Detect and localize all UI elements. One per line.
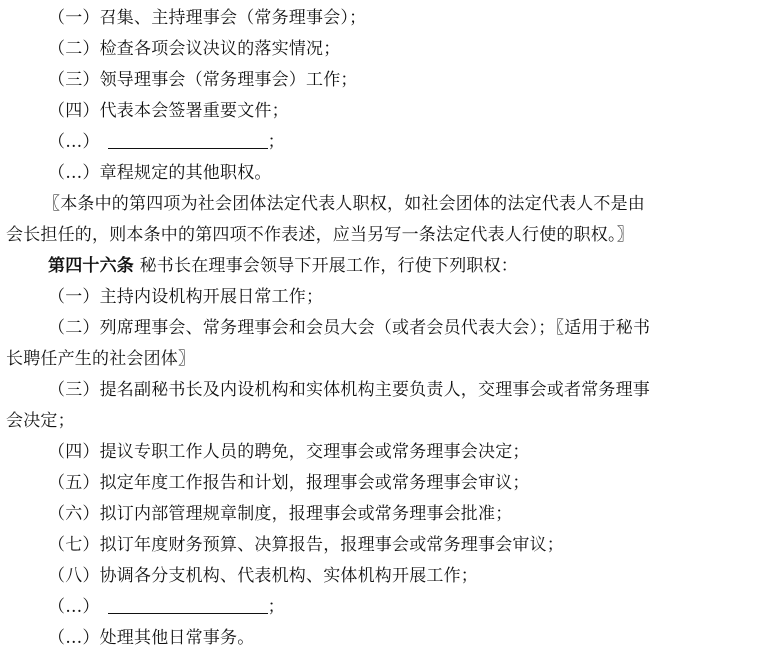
list-item <box>6 530 751 561</box>
list-item-blank <box>6 127 751 158</box>
list-item <box>6 313 751 344</box>
list-item-text: 长聘任产生的社会团体〗 <box>6 349 196 369</box>
list-item-text: （八）协调各分支机构、代表机构、实体机构开展工作； <box>48 566 478 586</box>
list-item-text: （二）检查各项会议决议的落实情况； <box>48 39 341 59</box>
list-item-suffix: ； <box>267 597 285 617</box>
list-item-text: （三）领导理事会（常务理事会）工作； <box>48 70 358 90</box>
list-item <box>6 499 751 530</box>
article-heading-line <box>6 251 751 282</box>
list-item-text: （一）主持内设机构开展日常工作； <box>48 287 324 307</box>
list-item-text: （七）拟订年度财务预算、决算报告，报理事会或常务理事会审议； <box>48 535 564 555</box>
list-item <box>6 96 751 127</box>
list-item-text: （…）章程规定的其他职权。 <box>48 163 272 183</box>
article-text: 秘书长在理事会领导下开展工作，行使下列职权： <box>134 256 519 276</box>
list-item-continuation <box>6 344 751 375</box>
list-item-blank <box>6 592 751 623</box>
list-item-text: 会决定； <box>6 411 75 431</box>
article-number: 第四十六条 <box>48 256 134 276</box>
list-item <box>6 561 751 592</box>
list-item-prefix: （…） <box>48 597 100 617</box>
list-item-text: （六）拟订内部管理规章制度，报理事会或常务理事会批准； <box>48 504 513 524</box>
list-item-prefix: （…） <box>48 132 100 152</box>
list-item <box>6 375 751 406</box>
list-item-suffix: ； <box>267 132 285 152</box>
list-item-text: （四）代表本会签署重要文件； <box>48 101 289 121</box>
list-item-continuation <box>6 406 751 437</box>
note-text: 〖本条中的第四项为社会团体法定代表人职权，如社会团体的法定代表人不是由 <box>43 194 645 214</box>
fill-in-blank-line <box>108 130 268 149</box>
list-item <box>6 437 751 468</box>
list-item-text: （…）处理其他日常事务。 <box>48 628 255 648</box>
list-item <box>6 468 751 499</box>
list-item-text: （四）提议专职工作人员的聘免，交理事会或常务理事会决定； <box>48 442 530 462</box>
note-paragraph-line <box>6 220 751 251</box>
list-item <box>6 623 751 654</box>
list-item-text: （三）提名副秘书长及内设机构和实体机构主要负责人，交理事会或者常务理事 <box>48 380 650 400</box>
list-item <box>6 282 751 313</box>
document-body <box>0 3 759 654</box>
list-item <box>6 65 751 96</box>
list-item <box>6 3 751 34</box>
list-item <box>6 158 751 189</box>
list-item <box>6 34 751 65</box>
fill-in-blank-line <box>108 595 268 614</box>
list-item-text: （一）召集、主持理事会（常务理事会）； <box>48 8 367 28</box>
list-item-text: （五）拟定年度工作报告和计划，报理事会或常务理事会审议； <box>48 473 530 493</box>
note-text: 会长担任的，则本条中的第四项不作表述，应当另写一条法定代表人行使的职权。〗 <box>6 225 634 245</box>
note-paragraph-line <box>6 189 751 220</box>
list-item-text: （二）列席理事会、常务理事会和会员大会（或者会员代表大会）；〖适用于秘书 <box>48 318 651 338</box>
